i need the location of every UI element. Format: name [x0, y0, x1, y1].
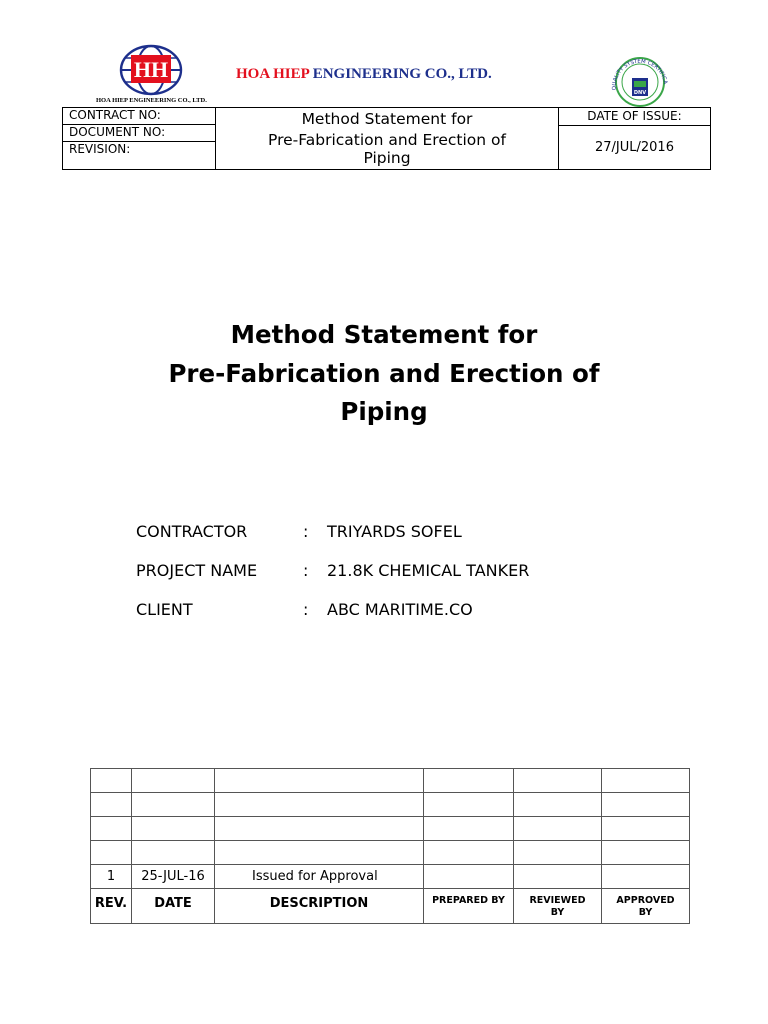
- company-name: [236, 66, 492, 83]
- document-no-label: DOCUMENT NO:: [63, 125, 215, 142]
- approved-by-line-1: APPROVED: [616, 895, 675, 906]
- client-label: CLIENT: [136, 600, 193, 619]
- quality-certification-icon: [604, 50, 676, 108]
- rev-header: REV.: [91, 889, 132, 924]
- date-header: DATE: [132, 889, 215, 924]
- approved-by-line-2: BY: [638, 907, 653, 918]
- rev-description: Issued for Approval: [215, 865, 424, 889]
- header-title: [216, 108, 559, 169]
- project-name-colon: :: [303, 561, 309, 580]
- contract-no-label: CONTRACT NO:: [63, 108, 215, 125]
- title-line-1: Method Statement for: [230, 320, 538, 349]
- globe-logo-icon: [106, 44, 196, 98]
- client-value: ABC MARITIME.CO: [327, 600, 473, 619]
- svg-text:QUALITY SYSTEM CERTIFICATION: QUALITY SYSTEM CERTIFICA: [611, 58, 668, 91]
- approved-by-header: [602, 889, 690, 924]
- svg-text:HH: HH: [133, 57, 169, 82]
- reviewed-by-header: [514, 889, 602, 924]
- rev-date: 25-JUL-16: [132, 865, 215, 889]
- svg-text:DNV: DNV: [633, 90, 647, 96]
- document-header-table: [62, 107, 711, 170]
- reviewed-by-line-2: BY: [550, 907, 565, 918]
- company-name-red: HOA HIEP: [236, 66, 309, 82]
- rev-reviewed: [514, 865, 602, 889]
- reviewed-by-line-1: REVIEWED: [529, 895, 586, 906]
- header-date: [559, 108, 710, 169]
- revision-table-header: [91, 889, 690, 924]
- prepared-by-header: PREPARED BY: [424, 889, 514, 924]
- table-row: [91, 793, 690, 817]
- table-row: [91, 769, 690, 793]
- contractor-colon: :: [303, 522, 309, 541]
- document-title: [0, 316, 768, 432]
- header-title-line-1: Method Statement for: [301, 110, 473, 128]
- rev-prepared: [424, 865, 514, 889]
- header-labels: [63, 108, 216, 169]
- certification-logo: [604, 50, 676, 108]
- header-title-line-2: Pre-Fabrication and Erection of: [268, 131, 506, 149]
- company-logo: [96, 44, 207, 108]
- table-row: [91, 865, 690, 889]
- company-name-blue: ENGINEERING CO., LTD.: [312, 66, 492, 82]
- revision-label: REVISION:: [69, 142, 131, 156]
- project-name-label: PROJECT NAME: [136, 561, 258, 580]
- title-line-2: Pre-Fabrication and Erection of: [168, 358, 600, 388]
- contractor-value: TRIYARDS SOFEL: [327, 522, 462, 541]
- revision-table: [90, 768, 690, 924]
- contractor-label: CONTRACTOR: [136, 522, 248, 541]
- table-row: [91, 817, 690, 841]
- project-name-value: 21.8K CHEMICAL TANKER: [327, 561, 530, 580]
- rev-number: 1: [91, 865, 132, 889]
- client-colon: :: [303, 600, 309, 619]
- header-title-line-3: Piping: [363, 149, 411, 167]
- date-of-issue-label: DATE OF ISSUE:: [559, 108, 710, 126]
- table-row: [91, 841, 690, 865]
- title-line-3: Piping: [340, 397, 428, 426]
- logo-caption: HOA HIEP ENGINEERING CO., LTD.: [96, 97, 207, 104]
- rev-approved: [602, 865, 690, 889]
- date-of-issue-value: 27/JUL/2016: [595, 140, 674, 155]
- description-header: DESCRIPTION: [215, 889, 424, 924]
